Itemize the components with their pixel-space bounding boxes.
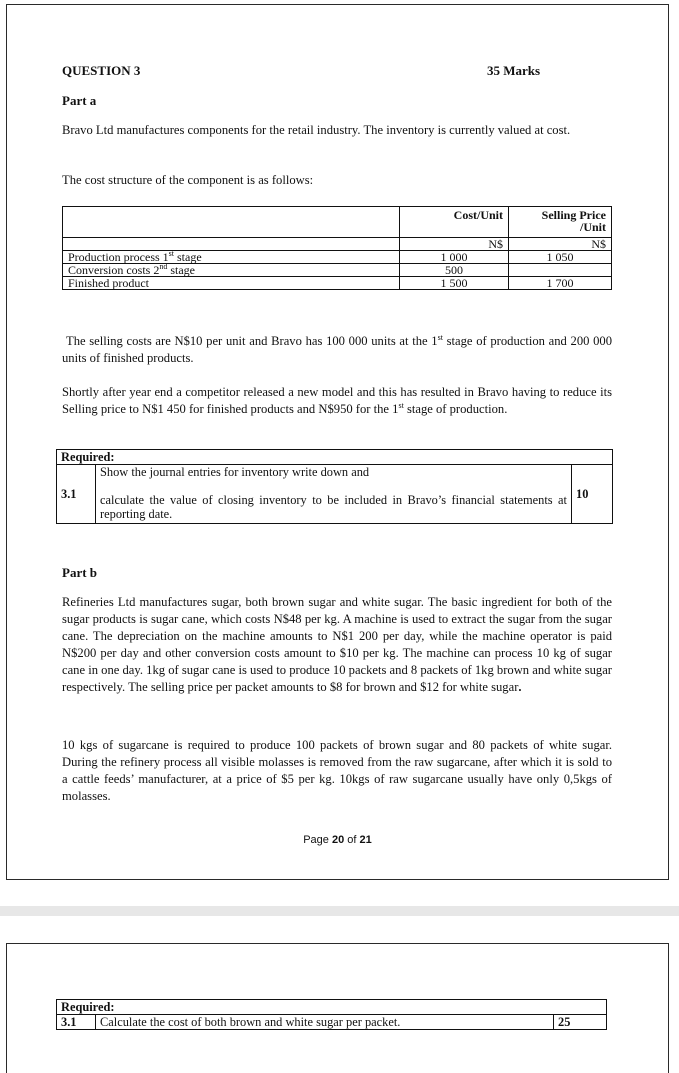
page-footer: Page 20 of 21 bbox=[303, 834, 372, 846]
row-label: Conversion costs 2nd stage bbox=[63, 264, 400, 277]
question-title: QUESTION 3 bbox=[62, 63, 141, 78]
table-currency-row bbox=[63, 238, 612, 251]
required-label: Required: bbox=[57, 450, 613, 465]
currency-price: N$ bbox=[509, 238, 612, 251]
required-marks: 10 bbox=[572, 465, 613, 524]
cost-structure-intro: The cost structure of the component is as follows: bbox=[62, 173, 314, 187]
table-header-row bbox=[63, 207, 612, 238]
table-row bbox=[63, 264, 612, 277]
selling-costs-paragraph: The selling costs are N$10 per unit and Bravo has 100 000 units at the 1st stage of production and 200 000 units of finished products. bbox=[62, 332, 612, 365]
required-number: 3.1 bbox=[57, 465, 96, 524]
row-label: Production process 1st stage bbox=[63, 251, 400, 264]
row-cost: 1 500 bbox=[400, 277, 509, 290]
table-row bbox=[63, 251, 612, 264]
header-cost-unit: Cost/Unit bbox=[400, 207, 509, 238]
required-text: Calculate the cost of both brown and white sugar per packet. bbox=[96, 1015, 554, 1030]
currency-cost: N$ bbox=[400, 238, 509, 251]
required-label: Required: bbox=[57, 1000, 607, 1015]
page-separator bbox=[0, 906, 679, 916]
required-marks: 25 bbox=[554, 1015, 607, 1030]
required-table-part-b bbox=[56, 999, 607, 1030]
part-b-heading: Part b bbox=[62, 565, 98, 580]
table-row bbox=[63, 277, 612, 290]
required-number: 3.1 bbox=[57, 1015, 96, 1030]
row-price bbox=[509, 264, 612, 277]
row-cost: 500 bbox=[400, 264, 509, 277]
part-b-paragraph-2: 10 kgs of sugarcane is required to produce 100 packets of brown sugar and 80 packets of white sugar. During the refinery process all visible molasses is removed from the raw sugarcane, after which it is sold to a cattle feeds’ manufacturer, at a price of $5 per kg. 10kgs of raw sugarcane usually have only 0,5kgs of molasses. bbox=[62, 738, 612, 803]
part-a-heading: Part a bbox=[62, 93, 97, 108]
row-price: 1 700 bbox=[509, 277, 612, 290]
row-label: Finished product bbox=[63, 277, 400, 290]
row-price: 1 050 bbox=[509, 251, 612, 264]
header-selling-price: Selling Price /Unit bbox=[509, 207, 612, 238]
document-page-1 bbox=[6, 4, 669, 880]
competitor-paragraph: Shortly after year end a competitor released a new model and this has resulted in Bravo having to reduce its Selling price to N$1 450 for finished products and N$950 for the 1st stage of production. bbox=[62, 385, 612, 416]
required-table-part-a bbox=[56, 449, 613, 524]
required-text: Show the journal entries for inventory write down and calculate the value of closing inventory to be included in Bravo’s financial statements at reporting date. bbox=[96, 465, 572, 524]
cost-structure-table bbox=[62, 206, 612, 290]
row-cost: 1 000 bbox=[400, 251, 509, 264]
part-b-paragraph-1: Refineries Ltd manufactures sugar, both brown sugar and white sugar. The basic ingredient for both of the sugar products is sugar cane, which costs N$48 per kg. A machine is used to extract the sugar from the sugar cane. The depreciation on the machine amounts to N$1 200 per day, while the machine operator is paid N$200 per day and other conversion costs amount to $10 per kg. The machine can process 10 kg of sugar cane in one day. 1kg of sugar cane is used to produce 10 packets and 8 packets of 1kg brown and white sugar respectively. The selling price per packet amounts to $8 for brown and $12 for white sugar. bbox=[62, 595, 612, 694]
intro-paragraph: Bravo Ltd manufactures components for the retail industry. The inventory is currently valued at cost. bbox=[62, 123, 571, 137]
question-marks: 35 Marks bbox=[487, 63, 541, 78]
